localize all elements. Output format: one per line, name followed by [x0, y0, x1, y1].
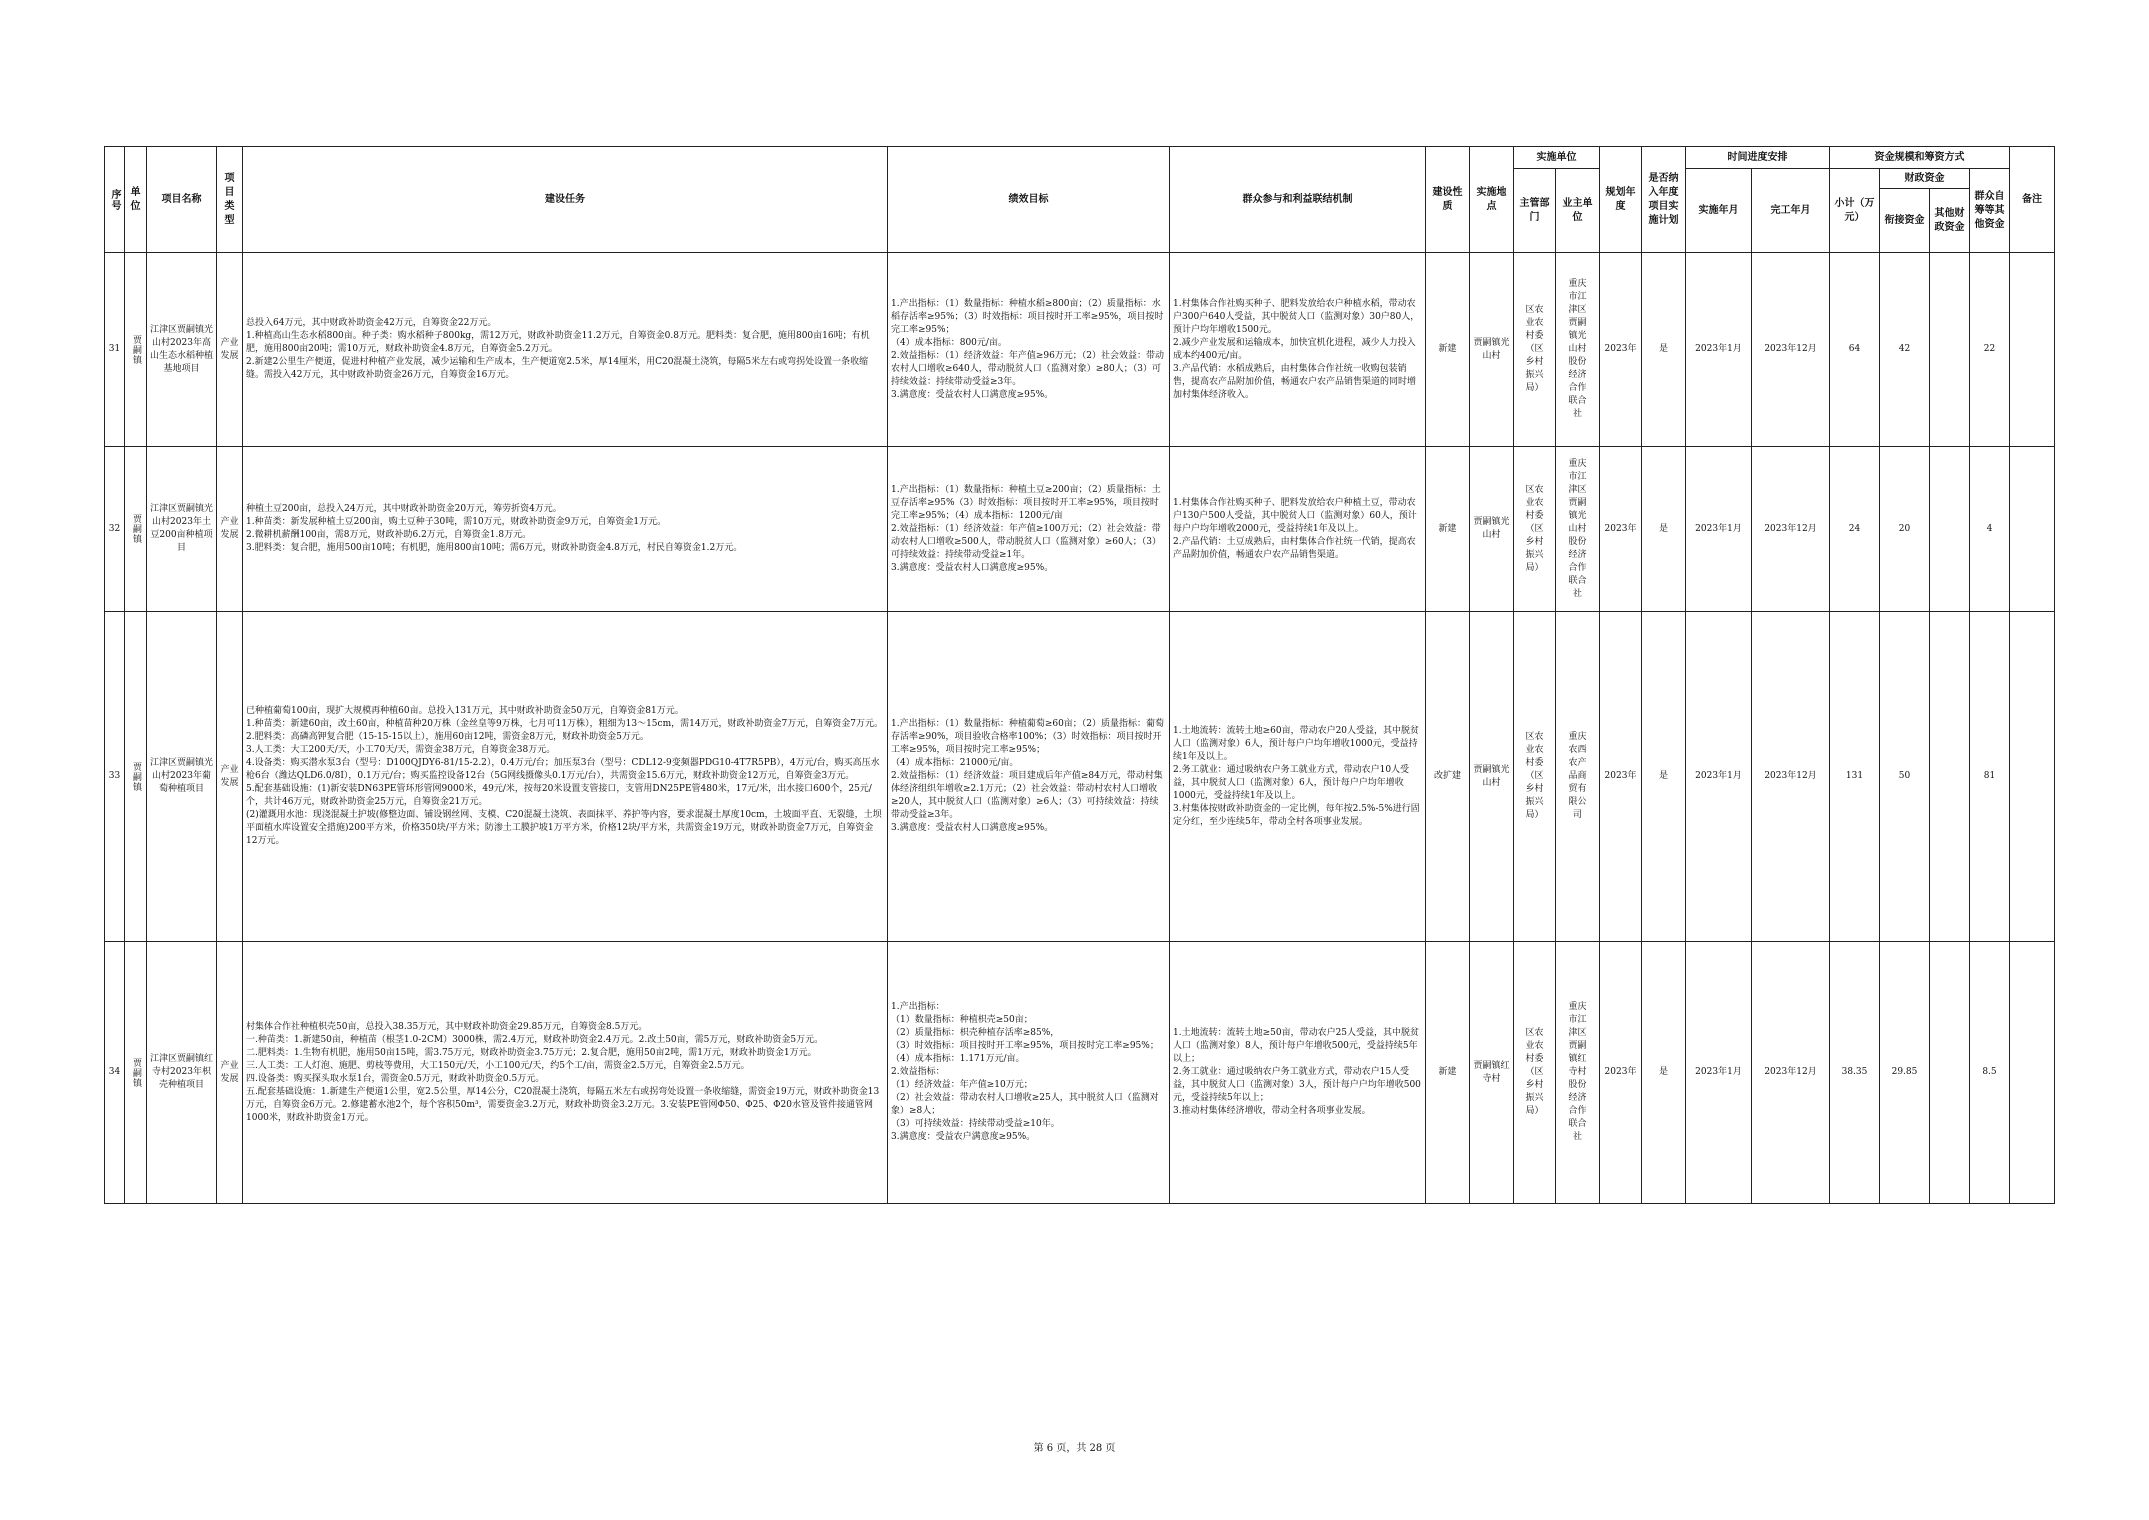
cell-other-fiscal: [1930, 942, 1970, 1204]
cell-location: 贾嗣镇光山村: [1470, 253, 1514, 447]
cell-end: 2023年12月: [1752, 612, 1830, 942]
cell-mechanism: 1.土地流转：流转土地≥60亩，带动农户20人受益，其中脱贫人口（监测对象）6人，预计每户户均年增收1000元，受益持续1年及以上。 2.务工就业：通过吸纳农户务工就业方式，带动农户10人受益，其中脱贫人口（监测对象）6人，预计每户户均年增收1000元，受益持续1年及以上。 3.村集体按财政补助资金的一定比例，每年按2.5%-5%进行固定分红，至少连续5年，带动全村各项事业发展。: [1170, 612, 1426, 942]
cell-nature: 新建: [1426, 253, 1470, 447]
header-self: 群众自筹等其他资金: [1970, 169, 2010, 253]
header-project-type: 项目类型: [217, 147, 243, 253]
cell-goals: 1.产出指标：（1）数量指标：种植水稻≥800亩；（2）质量指标：水稻存活率≥95%；（3）时效指标：项目按时开工率≥95%，项目按时完工率≥95%； （4）成本指标：800元/亩。 2.效益指标：（1）经济效益：年产值≥96万元；（2）社会效益：带动农村人口增收≥640人，带动脱贫人口（监测对象）≥80人；（3）可持续效益：持续带动受益≥3年。 3.满意度：受益农村人口满意度≥95%。: [888, 253, 1170, 447]
header-remark: 备注: [2010, 147, 2055, 253]
cell-tasks: 村集体合作社种植枳壳50亩，总投入38.35万元，其中财政补助资金29.85万元，自筹资金8.5万元。 一.种苗类：1.新建50亩，种植苗（根茎1.0-2CM）3000株，需2.4万元，财政补助资金2.4万元。2.改土50亩，需5万元，财政补助资金5万元。 二.肥料类：1.生物有机肥，施用50亩15吨，需3.75万元，财政补助资金3.75万元；2.复合肥，施用50亩2吨，需1万元，财政补助资金1万元。 三.人工类：工人灯泡、施肥、剪枝等费用，大工150元/天，小工100元/天，约5个工/亩，需资金2.5万元，自筹资金2.5万元。 四.设备类：购买探头取水泵1台，需资金0.5万元，财政补助资金0.5万元。 五.配套基础设施：1.新建生产便道1公里，宽2.5公里，厚14公分，C20混凝土浇筑，每隔五米左右或拐弯处设置一条收缩缝，需资金19万元，财政补助资金13万元，自筹资金6万元。2.修建蓄水池2个，每个容积50m³，需要资金3.2万元，财政补助资金3.2万元。3.安装PE管网Φ50、Φ25、Φ20水管及管件接通管网1000米，财政补助资金1万元。: [243, 942, 888, 1204]
table-row: [105, 447, 2055, 612]
cell-project-type: 产业发展: [217, 942, 243, 1204]
cell-project-name: 江津区贾嗣镇光山村2023年土豆200亩种植项目: [147, 447, 217, 612]
header-unit: 单位: [125, 147, 147, 253]
cell-start: 2023年1月: [1686, 612, 1752, 942]
cell-other-fiscal: [1930, 253, 1970, 447]
header-in-annual: 是否纳入年度项目实施计划: [1642, 147, 1686, 253]
cell-subtotal: 64: [1830, 253, 1880, 447]
header-start: 实施年月: [1686, 169, 1752, 253]
cell-direct: 20: [1880, 447, 1930, 612]
header-nature: 建设性质: [1426, 147, 1470, 253]
table-row: [105, 253, 2055, 447]
cell-owner: 重庆市江津区贾嗣镇光山村股份经济合作联合社: [1556, 253, 1600, 447]
cell-remark: [2010, 253, 2055, 447]
cell-other-fiscal: [1930, 447, 1970, 612]
cell-goals: 1.产出指标：（1）数量指标：种植土豆≥200亩；（2）质量指标：土豆存活率≥95%（3）时效指标：项目按时开工率≥95%，项目按时完工率≥95%；（4）成本指标：1200元/亩 2.效益指标：（1）经济效益：年产值≥100万元；（2）社会效益：带动农村人口增收≥500人，带动脱贫人口（监测对象）≥60人；（3）可持续效益：持续带动受益≥1年。 3.满意度：受益农村人口满意度≥95%。: [888, 447, 1170, 612]
header-dept: 主管部门: [1514, 169, 1556, 253]
table-row: [105, 612, 2055, 942]
header-end: 完工年月: [1752, 169, 1830, 253]
cell-dept: 区农业农村委（区乡村振兴局）: [1514, 612, 1556, 942]
cell-remark: [2010, 447, 2055, 612]
cell-plan-year: 2023年: [1600, 253, 1642, 447]
cell-goals: 1.产出指标：（1）数量指标：种植葡萄≥60亩；（2）质量指标：葡萄存活率≥90%，项目验收合格率100%；（3）时效指标：项目按时开工率≥95%，项目按时完工率≥95%； （4）成本指标：21000元/亩。 2.效益指标：（1）经济效益：项目建成后年产值≥84万元，带动村集体经济组织年增收≥2.1万元；（2）社会效益：带动村农村人口增收≥20人，其中脱贫人口（监测对象）≥6人；（3）可持续效益：持续带动受益≥3年。 3.满意度：受益农村人口满意度≥95%。: [888, 612, 1170, 942]
cell-self: 22: [1970, 253, 2010, 447]
header-project-name: 项目名称: [147, 147, 217, 253]
header-owner: 业主单位: [1556, 169, 1600, 253]
header-location: 实施地点: [1470, 147, 1514, 253]
cell-project-type: 产业发展: [217, 447, 243, 612]
header-direct: 衔接资金: [1880, 189, 1930, 253]
cell-in-annual: 是: [1642, 447, 1686, 612]
cell-unit: 贾嗣镇: [125, 253, 147, 447]
table-row: [105, 942, 2055, 1204]
header-impl-unit: 实施单位: [1514, 147, 1600, 169]
cell-owner: 重庆市江津区贾嗣镇红寺村股份经济合作联合社: [1556, 942, 1600, 1204]
cell-goals: 1.产出指标： （1）数量指标：种植枳壳≥50亩； （2）质量指标：枳壳种植存活率≥85%， （3）时效指标：项目按时开工率≥95%，项目按时完工率≥95%； （4）成本指标：1.171万元/亩。 2.效益指标： （1）经济效益：年产值≥10万元； （2）社会效益：带动农村人口增收≥25人，其中脱贫人口（监测对象）≥8人； （3）可持续效益：持续带动受益≥10年。 3.满意度：受益农户满意度≥95%。: [888, 942, 1170, 1204]
cell-dept: 区农业农村委（区乡村振兴局）: [1514, 253, 1556, 447]
cell-start: 2023年1月: [1686, 942, 1752, 1204]
cell-subtotal: 24: [1830, 447, 1880, 612]
header-other-fiscal: 其他财政资金: [1930, 189, 1970, 253]
header-seq: 序号: [105, 147, 125, 253]
cell-project-name: 江津区贾嗣镇光山村2023年葡萄种植项目: [147, 612, 217, 942]
header-mechanism: 群众参与和利益联结机制: [1170, 147, 1426, 253]
cell-end: 2023年12月: [1752, 447, 1830, 612]
cell-direct: 50: [1880, 612, 1930, 942]
cell-dept: 区农业农村委（区乡村振兴局）: [1514, 942, 1556, 1204]
cell-remark: [2010, 612, 2055, 942]
cell-tasks: 已种植葡萄100亩，现扩大规模再种植60亩。总投入131万元，其中财政补助资金50万元，自筹资金81万元。 1.种苗类：新建60亩，改土60亩，种植苗种20万株（金丝皇等9万株，七月可11万株），粗细为13～15cm，需14万元，财政补助资金7万元，自筹资金7万元。 2.肥料类：高磷高钾复合肥（15-15-15以上），施用60亩12吨，需资金8万元，财政补助资金5万元。 3.人工类：大工200天/天，小工70天/天，需资金38万元，自筹资金38万元。 4.设备类：购买潜水泵3台（型号：D100QJDY6-81/15-2.2），0.4万元/台；加压泵3台（型号：CDL12-9变频器PDG10-4T7R5PB），4万元/台，购买高压水枪6台（潍达QLD6.0/8I），0.1万元/台；购买监控设备12台（5G网线摄像头0.1万元/台），共需资金15.6万元，财政补助资金12万元，自筹资金3万元。 5.配套基础设施：(1)新安装DN63PE管环形管网9000米，49元/米，按每20米设置支管接口，支管用DN25PE管480米，17元/米，出水接口600个，25元/个，共计46万元，财政补助资金25万元，自筹资金21万元。 (2)灌溉用水池：现浇混凝土护坡(修整边面、铺设钢丝网、支模、C20混凝土浇筑、表面抹平、养护等内容，要求混凝土厚度10cm，土坡面平直、无裂缝，土坝平面植水库设置安全措施)200平方米，价格350块/平方米；防渗土工膜护坡1万平方米，价格12块/平方米，共需资金19万元，财政补助资金7万元，自筹资金12万元。: [243, 612, 888, 942]
header-plan-year: 规划年度: [1600, 147, 1642, 253]
cell-seq: 31: [105, 253, 125, 447]
cell-remark: [2010, 942, 2055, 1204]
cell-direct: 42: [1880, 253, 1930, 447]
project-table: [104, 146, 2055, 1204]
cell-in-annual: 是: [1642, 942, 1686, 1204]
cell-project-type: 产业发展: [217, 612, 243, 942]
cell-tasks: 总投入64万元，其中财政补助资金42万元，自筹资金22万元。 1.种植高山生态水稻800亩。种子类：购水稻种子800kg，需12万元，财政补助资金11.2万元，自筹资金0.8万元。肥料类：复合肥，施用800亩16吨；有机肥，施用800亩20吨；需10万元，财政补助资金4.8万元，自筹资金5.2万元。 2.新建2公里生产便道，促进村种植产业发展，减少运输和生产成本，生产便道宽2.5米，厚14厘米，用C20混凝土浇筑，每隔5米左右或弯拐处设置一条收缩缝。需投入42万元，其中财政补助资金26万元，自筹资金16万元。: [243, 253, 888, 447]
cell-subtotal: 131: [1830, 612, 1880, 942]
cell-other-fiscal: [1930, 612, 1970, 942]
cell-unit: 贾嗣镇: [125, 612, 147, 942]
cell-mechanism: 1.村集体合作社购买种子、肥料发放给农户种植水稻，带动农户300户640人受益，其中脱贫人口（监测对象）30户80人，预计户均年增收1500元。 2.减少产业发展和运输成本，加快宜机化进程，减少人力投入成本约400元/亩。 3.产品代销：水稻成熟后，由村集体合作社统一收购包装销售，提高农产品附加价值，畅通农户农产品销售渠道的同时增加村集体经济收入。: [1170, 253, 1426, 447]
cell-nature: 新建: [1426, 447, 1470, 612]
cell-end: 2023年12月: [1752, 942, 1830, 1204]
cell-self: 81: [1970, 612, 2010, 942]
header-goals: 绩效目标: [888, 147, 1170, 253]
cell-plan-year: 2023年: [1600, 612, 1642, 942]
cell-seq: 34: [105, 942, 125, 1204]
cell-in-annual: 是: [1642, 612, 1686, 942]
header-schedule: 时间进度安排: [1686, 147, 1830, 169]
cell-start: 2023年1月: [1686, 447, 1752, 612]
cell-end: 2023年12月: [1752, 253, 1830, 447]
cell-nature: 新建: [1426, 942, 1470, 1204]
cell-project-name: 江津区贾嗣镇红寺村2023年枳壳种植项目: [147, 942, 217, 1204]
cell-self: 8.5: [1970, 942, 2010, 1204]
cell-mechanism: 1.村集体合作社购买种子、肥料发放给农户种植土豆，带动农户130户500人受益，其中脱贫人口（监测对象）60人，预计每户户均年增收2000元，受益持续1年及以上。 2.产品代销：土豆成熟后，由村集体合作社统一代销，提高农产品附加价值，畅通农户农产品销售渠道。: [1170, 447, 1426, 612]
cell-project-type: 产业发展: [217, 253, 243, 447]
cell-owner: 重庆农西农产品商贸有限公司: [1556, 612, 1600, 942]
cell-start: 2023年1月: [1686, 253, 1752, 447]
cell-unit: 贾嗣镇: [125, 942, 147, 1204]
cell-location: 贾嗣镇光山村: [1470, 447, 1514, 612]
cell-seq: 33: [105, 612, 125, 942]
cell-owner: 重庆市江津区贾嗣镇光山村股份经济合作联合社: [1556, 447, 1600, 612]
cell-plan-year: 2023年: [1600, 447, 1642, 612]
cell-in-annual: 是: [1642, 253, 1686, 447]
cell-direct: 29.85: [1880, 942, 1930, 1204]
page-number: 第 6 页，共 28 页: [1033, 1443, 1116, 1454]
cell-self: 4: [1970, 447, 2010, 612]
header-fiscal: 财政资金: [1880, 169, 1970, 189]
header-tasks: 建设任务: [243, 147, 888, 253]
cell-project-name: 江津区贾嗣镇光山村2023年高山生态水稻种植基地项目: [147, 253, 217, 447]
cell-nature: 改扩建: [1426, 612, 1470, 942]
cell-plan-year: 2023年: [1600, 942, 1642, 1204]
cell-subtotal: 38.35: [1830, 942, 1880, 1204]
cell-seq: 32: [105, 447, 125, 612]
cell-unit: 贾嗣镇: [125, 447, 147, 612]
header-subtotal: 小计（万元）: [1830, 169, 1880, 253]
cell-dept: 区农业农村委（区乡村振兴局）: [1514, 447, 1556, 612]
cell-location: 贾嗣镇光山村: [1470, 612, 1514, 942]
cell-location: 贾嗣镇红寺村: [1470, 942, 1514, 1204]
cell-tasks: 种植土豆200亩，总投入24万元，其中财政补助资金20万元，筹劳折资4万元。 1.种苗类：新发展种植土豆200亩，购土豆种子30吨，需10万元，财政补助资金9万元，自筹资金1万元。 2.微耕机薪酬100亩，需8万元，财政补助6.2万元，自筹资金1.8万元。 3.肥料类：复合肥，施用500亩10吨；有机肥，施用800亩10吨；需6万元，财政补助资金4.8万元，村民自筹资金1.2万元。: [243, 447, 888, 612]
header-funds: 资金规模和筹资方式: [1830, 147, 2010, 169]
cell-mechanism: 1.土地流转：流转土地≥50亩，带动农户25人受益，其中脱贫人口（监测对象）8人，预计每户年增收500元，受益持续5年以上； 2.务工就业：通过吸纳农户务工就业方式，带动农户15人受益，其中脱贫人口（监测对象）3人，预计每户户均年增收500元，受益持续5年以上； 3.推动村集体经济增收，带动全村各项事业发展。: [1170, 942, 1426, 1204]
